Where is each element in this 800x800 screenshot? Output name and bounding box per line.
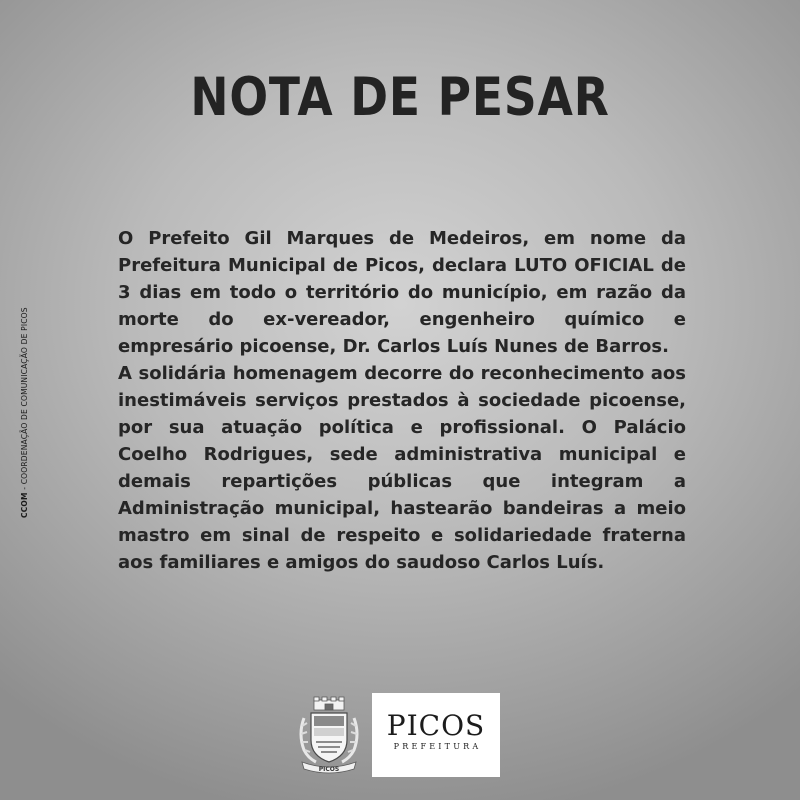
announcement-body bbox=[118, 225, 686, 576]
credit-separator: - bbox=[20, 484, 29, 493]
side-credit bbox=[20, 307, 29, 518]
announcement-paragraph-1: O Prefeito Gil Marques de Medeiros, em nome da Prefeitura Municipal de Picos, declara LUTO OFICIAL de 3 dias em todo o território do município, em razão da morte do ex-vereador, engenheiro químico e empresário picoense, Dr. Carlos Luís Nunes de Barros. bbox=[118, 228, 686, 357]
announcement-paragraph-2: A solidária homenagem decorre do reconhecimento aos inestimáveis serviços prestados à sociedade picoense, por sua atuação política e profissional. O Palácio Coelho Rodrigues, sede administrativa municipal e demais repartições públicas que integram a Administração municipal, hastearão bandeiras a meio mastro em sinal de respeito e solidariedade fraterna aos familiares e amigos do saudoso Carlos Luís. bbox=[118, 363, 686, 573]
prefeitura-logo bbox=[372, 693, 500, 777]
seal-ribbon-text: PICOS bbox=[318, 766, 340, 773]
credit-abbreviation: CCOM bbox=[20, 492, 29, 518]
page-title: NOTA DE PESAR bbox=[190, 67, 610, 128]
credit-full-name: COORDENAÇÃO DE COMUNICAÇÃO DE PICOS bbox=[20, 307, 29, 485]
municipal-coat-of-arms-icon bbox=[298, 696, 360, 778]
logo-main-text: PICOS bbox=[386, 709, 486, 742]
logo-sub-text: PREFEITURA bbox=[393, 742, 482, 751]
